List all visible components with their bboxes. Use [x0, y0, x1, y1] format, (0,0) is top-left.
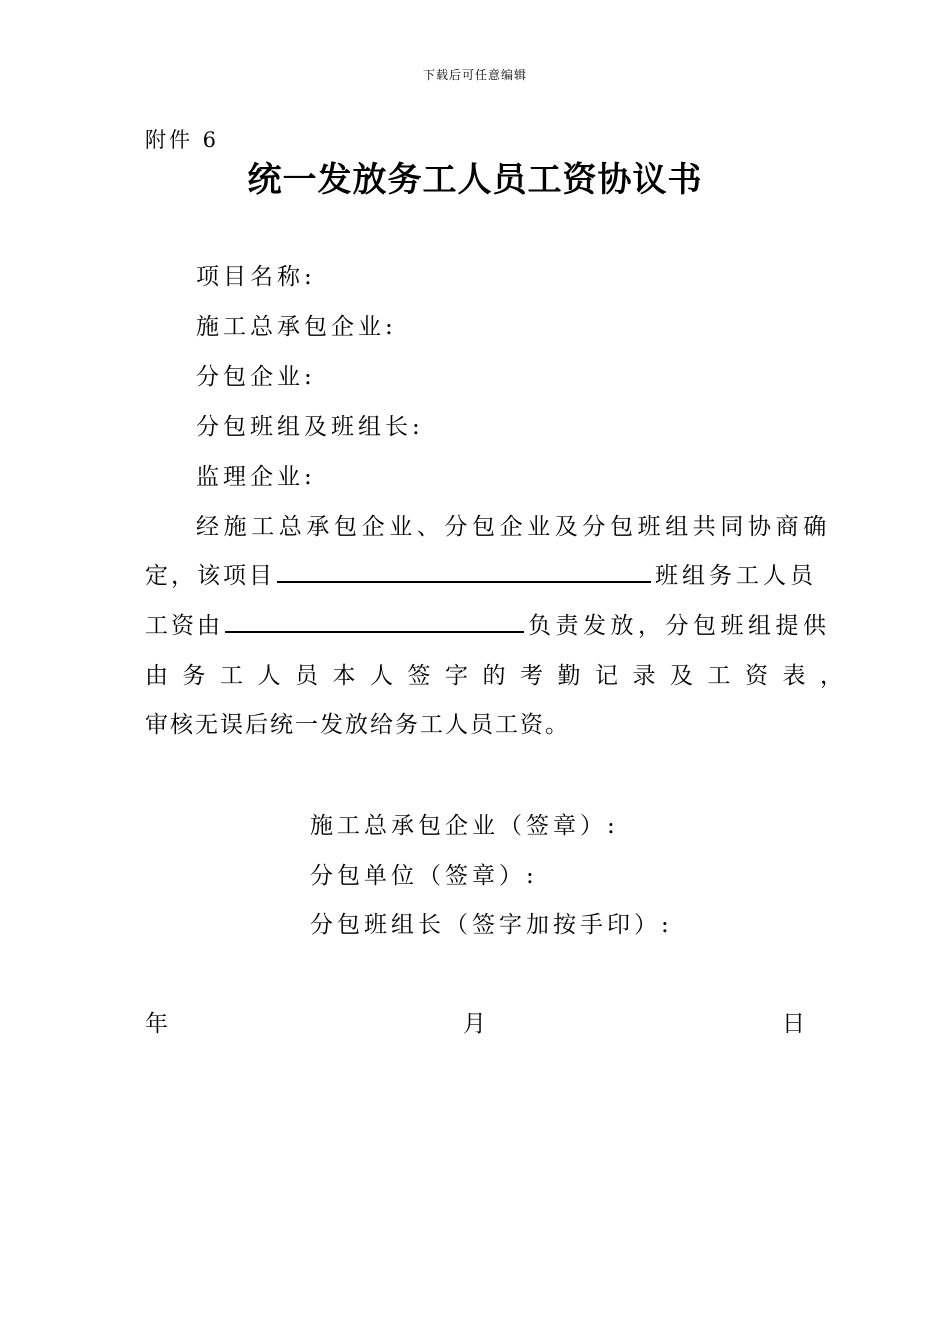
- date-year: 年: [145, 1011, 168, 1037]
- body-line-3-start: 工资由: [145, 613, 223, 639]
- body-line-3: [145, 607, 831, 639]
- attachment-label: 附件 6: [145, 128, 220, 152]
- body-line-4: 由务工人员本人签字的考勤记录及工资表，: [145, 663, 858, 689]
- document-title: 统一发放务工人员工资协议书: [247, 160, 703, 200]
- signature-general-contractor: 施工总承包企业（签章）:: [310, 813, 619, 839]
- date-month: 月: [463, 1011, 486, 1037]
- body-line-2-start: 定，该项目: [145, 563, 275, 589]
- body-line-5: 审核无误后统一发放给务工人员工资。: [145, 712, 570, 738]
- body-line-2: [145, 557, 817, 589]
- signature-team-leader: 分包班组长（签字加按手印）:: [310, 912, 673, 938]
- field-team-and-leader: 分包班组及班组长:: [196, 414, 424, 440]
- signature-subcontract-unit: 分包单位（签章）:: [310, 863, 538, 889]
- body-line-1: 经施工总承包企业、分包企业及分包班组共同协商确: [196, 514, 831, 540]
- field-project-name: 项目名称:: [196, 264, 316, 290]
- field-supervisor: 监理企业:: [196, 464, 316, 490]
- field-subcontractor: 分包企业:: [196, 364, 316, 390]
- payer-blank: [225, 609, 524, 633]
- body-line-3-end: 负责发放，分包班组提供: [528, 613, 831, 639]
- page-header-note: 下载后可任意编辑: [422, 68, 527, 82]
- date-day: 日: [782, 1011, 805, 1037]
- project-team-blank: [277, 559, 651, 583]
- field-general-contractor: 施工总承包企业:: [196, 314, 397, 340]
- body-line-2-end: 班组务工人员: [655, 563, 817, 589]
